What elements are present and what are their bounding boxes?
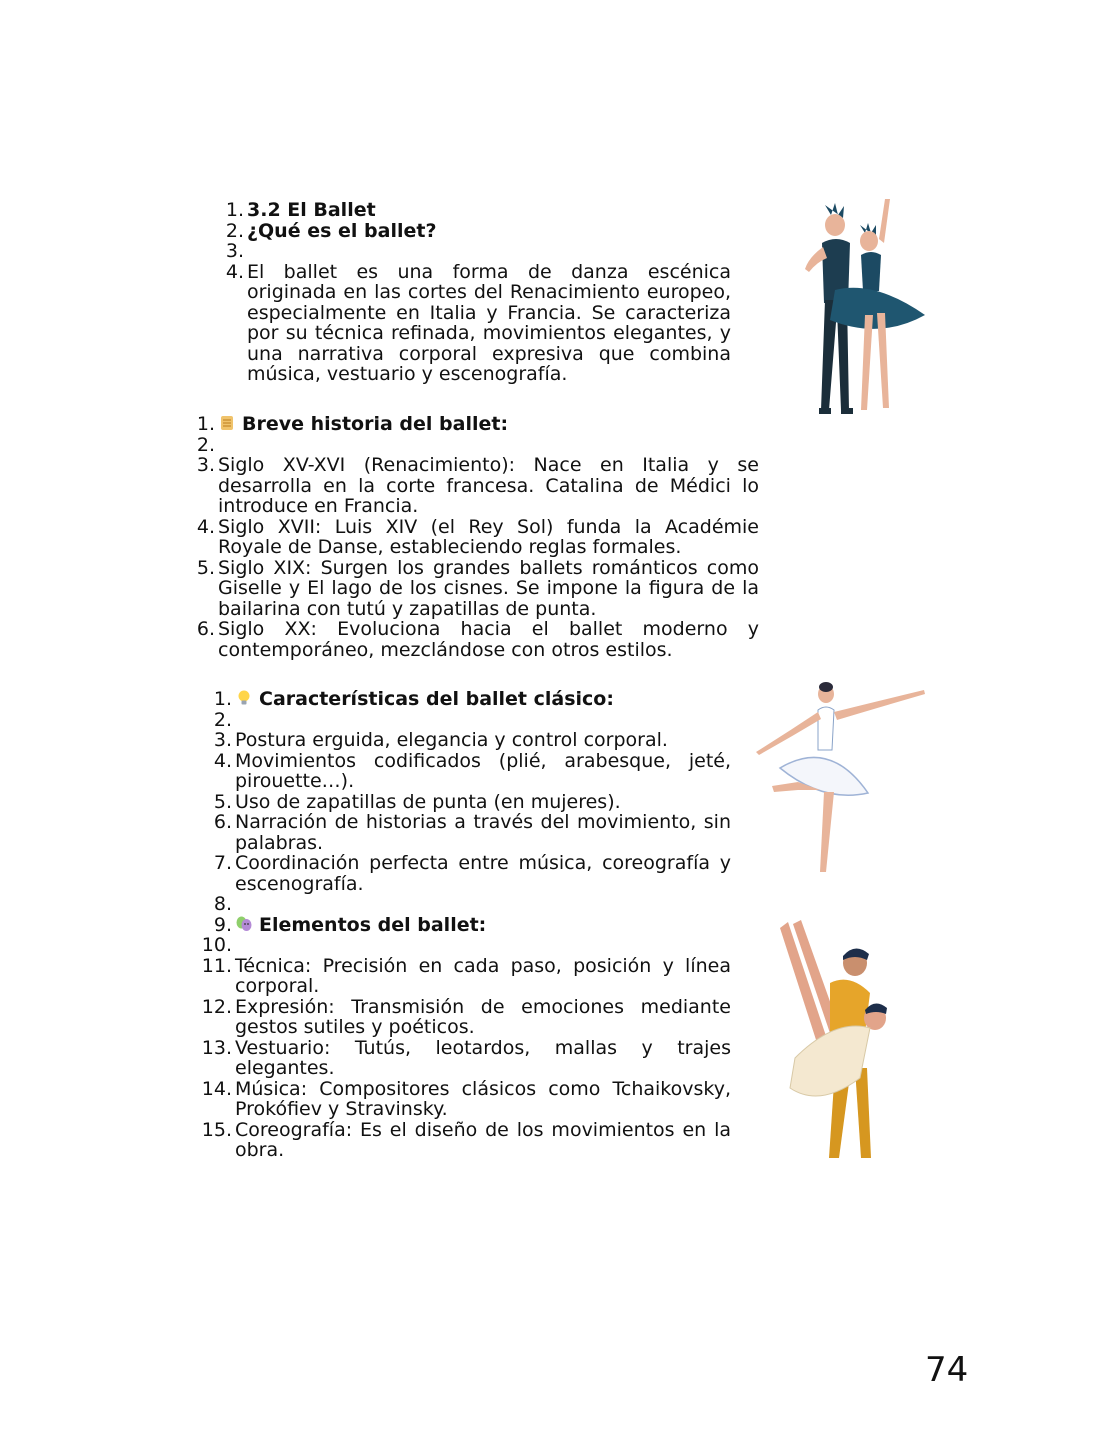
list-text — [235, 1079, 731, 1120]
item-text: Siglo XX: Evoluciona hacia el ballet moderno y contemporáneo, mezclándose con otros estilos. — [218, 618, 759, 661]
list-text — [235, 1120, 731, 1161]
list-number: 4. — [196, 515, 215, 538]
list-number: 9. — [213, 913, 232, 936]
item-text: Siglo XIX: Surgen los grandes ballets románticos como Giselle y El lago de los cisnes. Se impone la figura de la bailarina con tutú y zapatillas de punta. — [218, 556, 759, 620]
list-number: 12. — [201, 995, 232, 1018]
item-text: El ballet es una forma de danza escénica originada en las cortes del Renacimiento europeo, especialmente en Italia y Francia. Se caracteriza por su técnica refinada, movimientos elegantes, y una narrativa corporal expresiva que combina música, vestuario y escenografía. — [247, 260, 731, 385]
ballet-intro-list — [222, 200, 731, 385]
list-number: 1. — [225, 199, 244, 221]
list-number: 3. — [196, 454, 215, 476]
item-text: Narración de historias a través del movimiento, sin palabras. — [235, 811, 731, 854]
item-text: Vestuario: Tutús, leotardos, mallas y trajes elegantes. — [235, 1036, 731, 1079]
list-number: 5. — [213, 790, 232, 813]
item-text: Elementos del ballet: — [259, 913, 487, 936]
list-item — [222, 200, 731, 221]
list-number: 4. — [225, 260, 244, 283]
item-text: Técnica: Precisión en cada paso, posición y línea corporal. — [235, 954, 731, 997]
list-number: 13. — [201, 1036, 232, 1059]
list-text — [235, 751, 731, 792]
theater-masks-icon — [235, 914, 259, 936]
list-number: 1. — [213, 688, 232, 710]
list-number: 14. — [201, 1077, 232, 1100]
list-item — [198, 1120, 731, 1161]
item-text: Coreografía: Es el diseño de los movimientos en la obra. — [235, 1118, 731, 1161]
list-item — [222, 262, 731, 385]
list-number: 5. — [196, 556, 215, 579]
list-item — [193, 435, 759, 456]
list-number: 7. — [213, 852, 232, 874]
list-text — [218, 558, 759, 620]
list-item — [198, 1038, 731, 1079]
list-item — [198, 915, 731, 936]
item-text: Siglo XV-XVI (Renacimiento): Nace en Italia y se desarrolla en la corte francesa. Catalina de Médici lo introduce en Francia. — [218, 454, 759, 517]
section-heading — [235, 915, 731, 936]
list-number: 6. — [196, 618, 215, 640]
list-item — [198, 710, 731, 731]
list-number: 4. — [213, 749, 232, 772]
list-number: 2. — [196, 433, 215, 456]
list-text — [218, 517, 759, 558]
list-item — [198, 853, 731, 894]
item-text: Movimientos codificados (plié, arabesque, jeté, pirouette…). — [235, 749, 731, 792]
item-text: ¿Qué es el ballet? — [247, 219, 437, 242]
list-item — [198, 997, 731, 1038]
list-number: 10. — [201, 934, 232, 956]
list-item — [193, 517, 759, 558]
list-number: 3. — [213, 729, 232, 751]
list-text — [235, 792, 731, 813]
list-text — [235, 1038, 731, 1079]
list-item — [193, 414, 759, 435]
item-text: Breve historia del ballet: — [242, 413, 509, 435]
ballet-characteristics-list — [198, 689, 731, 1161]
list-number: 11. — [201, 954, 232, 977]
list-number: 1. — [196, 413, 215, 435]
list-number: 2. — [213, 708, 232, 731]
list-number: 8. — [213, 893, 232, 915]
list-text — [235, 997, 731, 1038]
list-item — [193, 558, 759, 620]
couple-dancers-illustration — [795, 195, 930, 430]
section-heading — [247, 200, 731, 221]
list-item — [198, 751, 731, 792]
list-item — [198, 812, 731, 853]
item-text: Características del ballet clásico: — [259, 688, 614, 710]
list-text — [218, 455, 759, 517]
list-item — [193, 455, 759, 517]
list-item — [198, 935, 731, 956]
list-item — [222, 221, 731, 242]
item-text: Siglo XVII: Luis XIV (el Rey Sol) funda la Académie Royale de Danse, estableciendo reglas formales. — [218, 515, 759, 558]
dancing-couple-gold-illustration — [775, 918, 905, 1168]
list-item — [198, 792, 731, 813]
section-heading — [218, 414, 759, 435]
lightbulb-icon — [235, 688, 259, 710]
item-text: Uso de zapatillas de punta (en mujeres). — [235, 790, 621, 813]
item-text: Coordinación perfecta entre música, coreografía y escenografía. — [235, 852, 731, 895]
item-text: Música: Compositores clásicos como Tchaikovsky, Prokófiev y Stravinsky. — [235, 1077, 731, 1120]
list-text — [235, 812, 731, 853]
section-heading — [235, 689, 731, 710]
list-text — [247, 262, 731, 385]
list-number: 6. — [213, 811, 232, 833]
list-text — [235, 853, 731, 894]
list-item — [198, 956, 731, 997]
list-text — [235, 956, 731, 997]
list-text — [235, 730, 731, 751]
list-number: 3. — [225, 240, 244, 262]
list-item — [193, 619, 759, 660]
list-item — [222, 241, 731, 262]
page-number: 74 — [925, 1350, 969, 1390]
item-text: Expresión: Transmisión de emociones mediante gestos sutiles y poéticos. — [235, 995, 731, 1038]
list-text — [218, 619, 759, 660]
list-item — [198, 1079, 731, 1120]
list-item — [198, 730, 731, 751]
list-item — [198, 689, 731, 710]
section-heading — [247, 221, 731, 242]
item-text: 3.2 El Ballet — [247, 199, 376, 221]
scroll-icon — [218, 413, 242, 435]
list-number: 15. — [201, 1118, 232, 1141]
ballerina-illustration — [750, 680, 930, 880]
ballet-history-list — [193, 414, 759, 660]
item-text: Postura erguida, elegancia y control corporal. — [235, 729, 668, 751]
list-item — [198, 894, 731, 915]
list-number: 2. — [225, 219, 244, 242]
